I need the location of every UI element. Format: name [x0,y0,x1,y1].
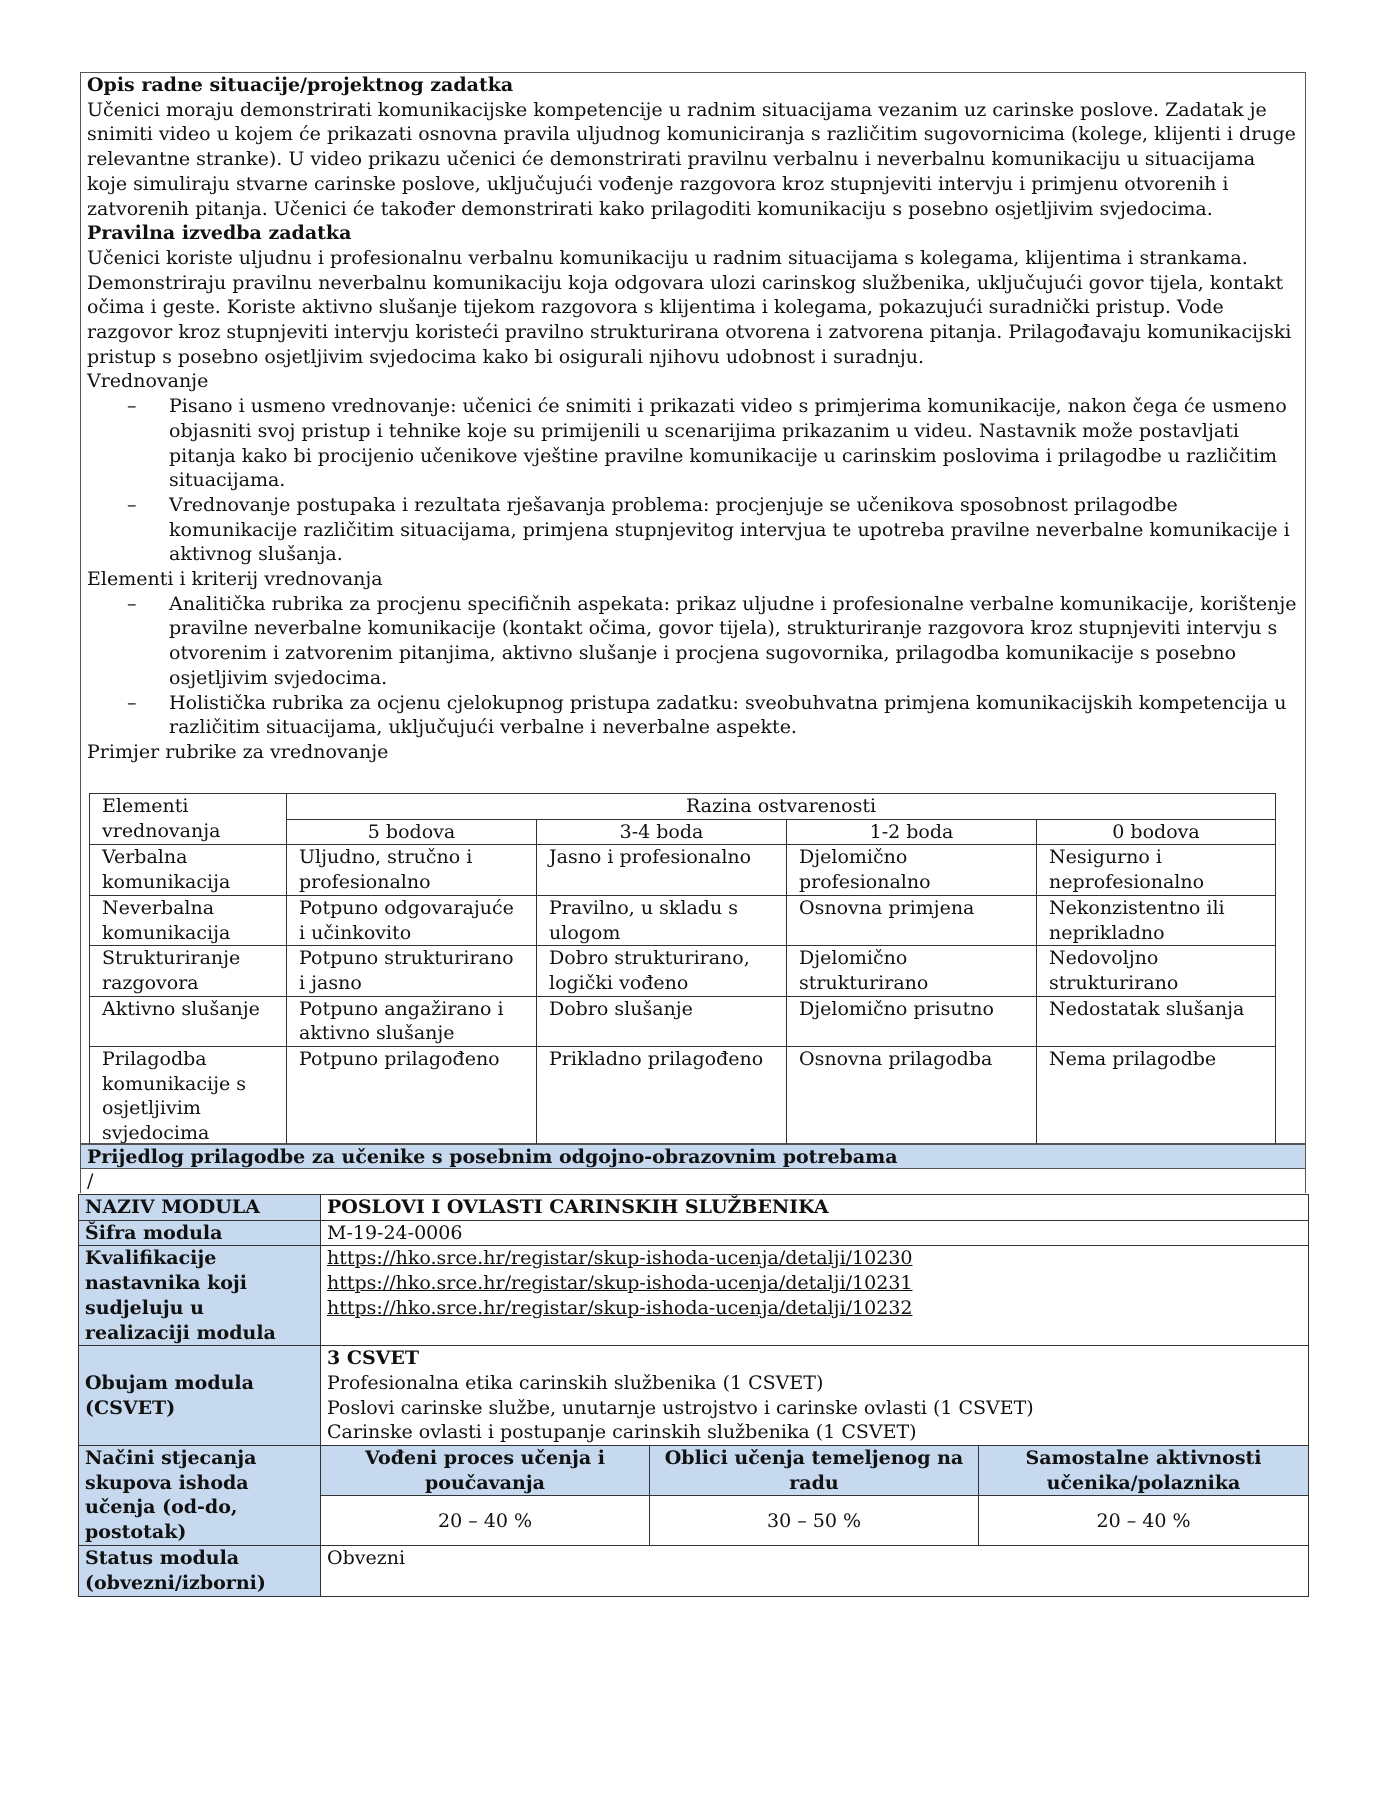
qualifications-label: Kvalifikacije nastavnika koji sudjeluju u realizaciji modula [79,1246,321,1346]
module-name-value: POSLOVI I OVLASTI CARINSKIH SLUŽBENIKA [321,1195,1309,1221]
volume-item: Carinske ovlasti i postupanje carinskih službenika (1 CSVET) [327,1421,917,1444]
methods-header: Oblici učenja temeljenog na radu [650,1446,979,1496]
element-header: Elementi vrednovanja [90,794,287,845]
table-row [90,794,1276,820]
qualification-link[interactable]: https://hko.srce.hr/registar/skup-ishoda-ucenja/detalji/10230 [327,1247,913,1270]
rubric-cell: Nema prilagodbe [1037,1047,1276,1147]
volume-total: 3 CSVET [327,1347,420,1370]
rubric-element: Prilagodba komunikacije s osjetljivim svjedocima [90,1047,287,1147]
rubric-table [89,793,1276,1147]
module-name-label: NAZIV MODULA [79,1195,321,1221]
rubric-caption: Primjer rubrike za vrednovanje [87,740,389,763]
rubric-cell: Nedovoljno strukturirano [1037,946,1276,996]
rubric-cell: Osnovna primjena [787,895,1037,945]
criteria-list [87,592,1299,740]
dash-icon: – [127,592,137,615]
volume-item: Profesionalna etika carinskih službenika (1 CSVET) [327,1371,824,1394]
evaluation-item-text: Vrednovanje postupaka i rezultata rješavanja problema: procjenjuje se učenikova sposobnost prilagodbe komunikacije različitim situacijama, primjena stupnjevitog intervjua te upotreba pravilne neverbalne komunikacije i aktivnog slušanja. [169,493,1290,566]
table-row [90,895,1276,945]
rubric-cell: Potpuno prilagođeno [287,1047,537,1147]
table-row [79,1220,1309,1246]
table-row [79,1546,1309,1596]
work-situation-heading: Opis radne situacije/projektnog zadatka [87,74,514,96]
table-row [90,946,1276,996]
criteria-heading: Elementi i kriterij vrednovanja [87,568,383,591]
table-row [79,1246,1309,1346]
task-description-box [80,72,1306,1144]
module-code-value: M-19-24-0006 [321,1220,1309,1246]
rubric-element: Strukturiranje razgovora [90,946,287,996]
methods-value: 20 – 40 % [321,1496,650,1546]
dash-icon: – [127,493,137,516]
level-cell: 1-2 boda [787,819,1037,845]
rubric-cell: Djelomično strukturirano [787,946,1037,996]
rubric-cell: Nesigurno i neprofesionalno [1037,845,1276,895]
rubric-cell: Osnovna prilagodba [787,1047,1037,1147]
dash-icon: – [127,395,137,418]
volume-item: Poslovi carinske službe, unutarnje ustrojstvo i carinske ovlasti (1 CSVET) [327,1396,1034,1419]
rubric-cell: Dobro slušanje [537,996,787,1046]
table-row [79,1346,1309,1446]
status-value: Obvezni [321,1546,1309,1596]
adaptation-heading: Prijedlog prilagodbe za učenike s posebnim odgojno-obrazovnim potrebama [80,1144,1306,1169]
methods-value: 20 – 40 % [979,1496,1309,1546]
status-label: Status modula (obvezni/izborni) [79,1546,321,1596]
evaluation-list [87,394,1299,567]
rubric-cell: Potpuno strukturirano i jasno [287,946,537,996]
methods-header: Vođeni proces učenja i poučavanja [321,1446,650,1496]
table-row [79,1195,1309,1221]
rubric-element: Neverbalna komunikacija [90,895,287,945]
rubric-cell: Djelomično profesionalno [787,845,1037,895]
evaluation-heading: Vrednovanje [87,370,209,393]
rubric-cell: Pravilno, u skladu s ulogom [537,895,787,945]
volume-label: Obujam modula (CSVET) [79,1346,321,1446]
table-row [79,1446,1309,1496]
evaluation-item-text: Pisano i usmeno vrednovanje: učenici će snimiti i prikazati video s primjerima komunikacije, nakon čega će usmeno objasniti svoj pristup i tehnike koje su primijenili u scenarijima prikazanim u videu. Nastavnik može postavljati pitanja kako bi procijenio učenikove vještine pravilne komunikacije u carinskim poslovima i prilagodbe u različitim situacijama. [169,395,1287,492]
module-table [78,1194,1309,1597]
rubric-cell: Dobro strukturirano, logički vođeno [537,946,787,996]
methods-value: 30 – 50 % [650,1496,979,1546]
level-header: Razina ostvarenosti [287,794,1276,820]
methods-label: Načini stjecanja skupova ishoda učenja (od-do, postotak) [79,1446,321,1546]
criteria-item-text: Holistička rubrika za ocjenu cjelokupnog pristupa zadatku: sveobuhvatna primjena komunikacijskih kompetencija u različitim situacijama, uključujući verbalne i neverbalne aspekte. [169,691,1287,739]
work-situation-text: Učenici moraju demonstrirati komunikacijske kompetencije u radnim situacijama vezanim uz carinske poslove. Zadatak je snimiti video u kojem će prikazati osnovna pravila uljudnog komuniciranja s različitim sugovornicima (kolege, klijenti i druge relevantne stranke). U video prikazu učenici će demonstrirati pravilnu verbalnu i neverbalnu komunikaciju u situacijama koje simuliraju stvarne carinske poslove, uključujući vođenje razgovora kroz stupnjeviti intervju i primjenu otvorenih i zatvorenih pitanja. Učenici će također demonstrirati kako prilagoditi komunikaciju s posebno osjetljivim svjedocima. [87,98,1296,220]
rubric-cell: Prikladno prilagođeno [537,1047,787,1147]
rubric-cell: Potpuno odgovarajuće i učinkovito [287,895,537,945]
list-item [127,394,1299,493]
correct-execution-text: Učenici koriste uljudnu i profesionalnu verbalnu komunikaciju u radnim situacijama s kolegama, klijentima i strankama. Demonstriraju pravilnu neverbalnu komunikaciju koja odgovara ulozi carinskog službenika, uključujući govor tijela, kontakt očima i geste. Koriste aktivno slušanje tijekom razgovora s klijentima i kolegama, pokazujući suradnički pristup. Vode razgovor kroz stupnjeviti intervju koristeći pravilno strukturirana otvorena i zatvorena pitanja. Prilagođavaju komunikacijski pristup s posebno osjetljivim svjedocima kako bi osigurali njihovu udobnost i suradnju. [87,246,1292,368]
list-item [127,691,1299,740]
rubric-cell: Uljudno, stručno i profesionalno [287,845,537,895]
methods-header: Samostalne aktivnosti učenika/polaznika [979,1446,1309,1496]
list-item [127,493,1299,567]
rubric-cell: Nedostatak slušanja [1037,996,1276,1046]
rubric-element: Aktivno slušanje [90,996,287,1046]
rubric-cell: Djelomično prisutno [787,996,1037,1046]
qualification-link[interactable]: https://hko.srce.hr/registar/skup-ishoda-ucenja/detalji/10232 [327,1296,913,1319]
list-item [127,592,1299,691]
qualification-link[interactable]: https://hko.srce.hr/registar/skup-ishoda-ucenja/detalji/10231 [327,1272,913,1295]
level-cell: 5 bodova [287,819,537,845]
module-code-label: Šifra modula [79,1220,321,1246]
dash-icon: – [127,691,137,714]
rubric-cell: Potpuno angažirano i aktivno slušanje [287,996,537,1046]
level-cell: 0 bodova [1037,819,1276,845]
rubric-cell: Jasno i profesionalno [537,845,787,895]
table-row [90,1047,1276,1147]
rubric-cell: Nekonzistentno ili neprikladno [1037,895,1276,945]
level-cell: 3-4 boda [537,819,787,845]
criteria-item-text: Analitička rubrika za procjenu specifičnih aspekata: prikaz uljudne i profesionalne verbalne komunikacije, korištenje pravilne neverbalne komunikacije (kontakt očima, govor tijela), strukturiranje razgovora kroz stupnjeviti intervju s otvorenim i zatvorenim pitanjima, aktivno slušanje i procjena sugovornika, prilagodba komunikacije s posebno osjetljivim svjedocima. [169,592,1297,689]
table-row [90,996,1276,1046]
correct-execution-heading: Pravilna izvedba zadatka [87,222,352,245]
adaptation-value: / [80,1169,1306,1193]
table-row [90,845,1276,895]
volume-value [321,1346,1309,1446]
qualifications-links [321,1246,1309,1346]
rubric-element: Verbalna komunikacija [90,845,287,895]
